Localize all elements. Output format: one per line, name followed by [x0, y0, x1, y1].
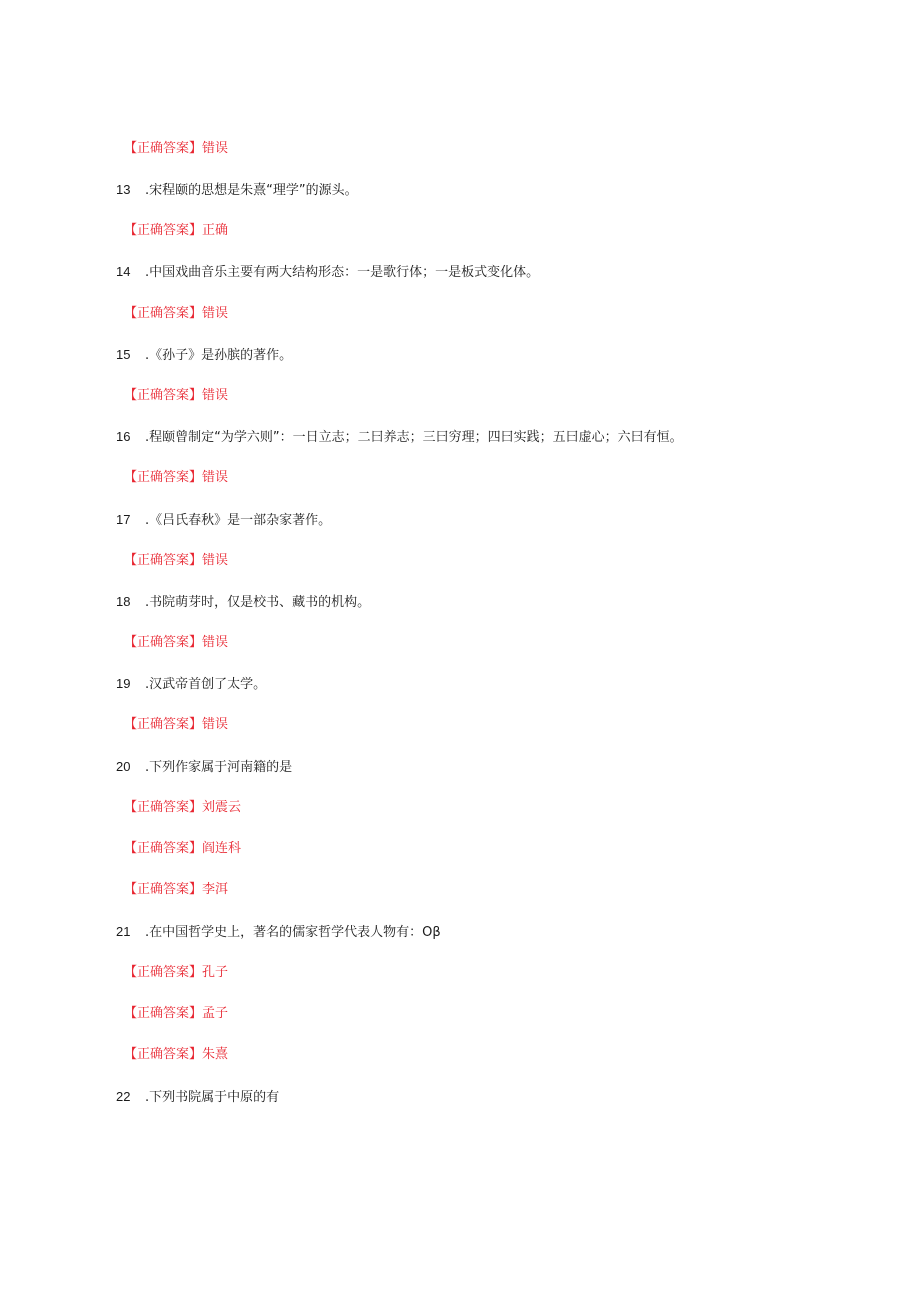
answer-label: 【正确答案】 [124, 882, 203, 897]
question-text: .宋程颐的思想是朱熹“理学”的源头。 [145, 183, 358, 198]
answer-line [124, 388, 228, 404]
question-line [116, 347, 292, 364]
answer-value: 阎连科 [202, 841, 242, 856]
question-text: .《吕氏春秋》是一部杂家著作。 [145, 513, 332, 528]
answer-value: 孟子 [202, 1006, 229, 1021]
answer-label: 【正确答案】 [124, 141, 203, 156]
question-text: .在中国哲学史上，著名的儒家哲学代表人物有：Oβ [145, 925, 441, 940]
question-number: 15 [116, 347, 131, 362]
answer-line [124, 1006, 228, 1022]
answer-line [124, 800, 241, 816]
question-line [116, 429, 683, 446]
answer-line [124, 635, 228, 651]
answer-line [124, 141, 228, 157]
answer-label: 【正确答案】 [124, 388, 203, 403]
question-text: .中国戏曲音乐主要有两大结构形态：一是歌行体；一是板式变化体。 [145, 265, 540, 280]
answer-value: 李洱 [202, 882, 229, 897]
answer-label: 【正确答案】 [124, 553, 203, 568]
answer-label: 【正确答案】 [124, 635, 203, 650]
answer-value: 正确 [202, 223, 229, 238]
answer-label: 【正确答案】 [124, 306, 203, 321]
answer-value: 错误 [202, 306, 229, 321]
answer-value: 错误 [202, 141, 229, 156]
question-line [116, 759, 292, 776]
answer-line [124, 223, 228, 239]
answer-label: 【正确答案】 [124, 470, 203, 485]
answer-label: 【正确答案】 [124, 1047, 203, 1062]
answer-label: 【正确答案】 [124, 223, 203, 238]
question-text: .下列书院属于中原的有 [145, 1090, 280, 1105]
question-number: 17 [116, 512, 131, 527]
answer-label: 【正确答案】 [124, 800, 203, 815]
answer-line [124, 306, 228, 322]
question-text: .汉武帝首创了太学。 [145, 677, 267, 692]
question-line [116, 264, 539, 281]
question-number: 19 [116, 676, 131, 691]
answer-line [124, 553, 228, 569]
answer-value: 错误 [202, 635, 229, 650]
answer-value: 错误 [202, 717, 229, 732]
answer-line [124, 470, 228, 486]
question-line [116, 594, 370, 611]
question-number: 16 [116, 429, 131, 444]
answer-value: 错误 [202, 470, 229, 485]
answer-label: 【正确答案】 [124, 717, 203, 732]
answer-label: 【正确答案】 [124, 841, 203, 856]
answer-line [124, 717, 228, 733]
question-number: 22 [116, 1089, 131, 1104]
answer-label: 【正确答案】 [124, 965, 203, 980]
question-number: 18 [116, 594, 131, 609]
question-line [116, 1089, 279, 1106]
question-text: .程颐曾制定“为学六则”：一日立志；二曰养志；三曰穷理；四曰实践；五曰虚心；六曰有恒。 [145, 430, 683, 445]
answer-value: 朱熹 [202, 1047, 229, 1062]
answer-line [124, 882, 228, 898]
question-line [116, 924, 441, 941]
question-number: 20 [116, 759, 131, 774]
question-line [116, 676, 266, 693]
answer-value: 错误 [202, 553, 229, 568]
question-line [116, 512, 331, 529]
question-number: 21 [116, 924, 131, 939]
answer-line [124, 1047, 228, 1063]
question-text: .下列作家属于河南籍的是 [145, 760, 293, 775]
answer-line [124, 965, 228, 981]
answer-value: 刘震云 [202, 800, 242, 815]
answer-label: 【正确答案】 [124, 1006, 203, 1021]
question-number: 13 [116, 182, 131, 197]
answer-value: 错误 [202, 388, 229, 403]
question-text: .《孙子》是孙膑的著作。 [145, 348, 293, 363]
answer-value: 孔子 [202, 965, 229, 980]
answer-line [124, 841, 241, 857]
question-number: 14 [116, 264, 131, 279]
question-line [116, 182, 358, 199]
question-text: .书院萌芽时，仅是校书、藏书的机构。 [145, 595, 371, 610]
